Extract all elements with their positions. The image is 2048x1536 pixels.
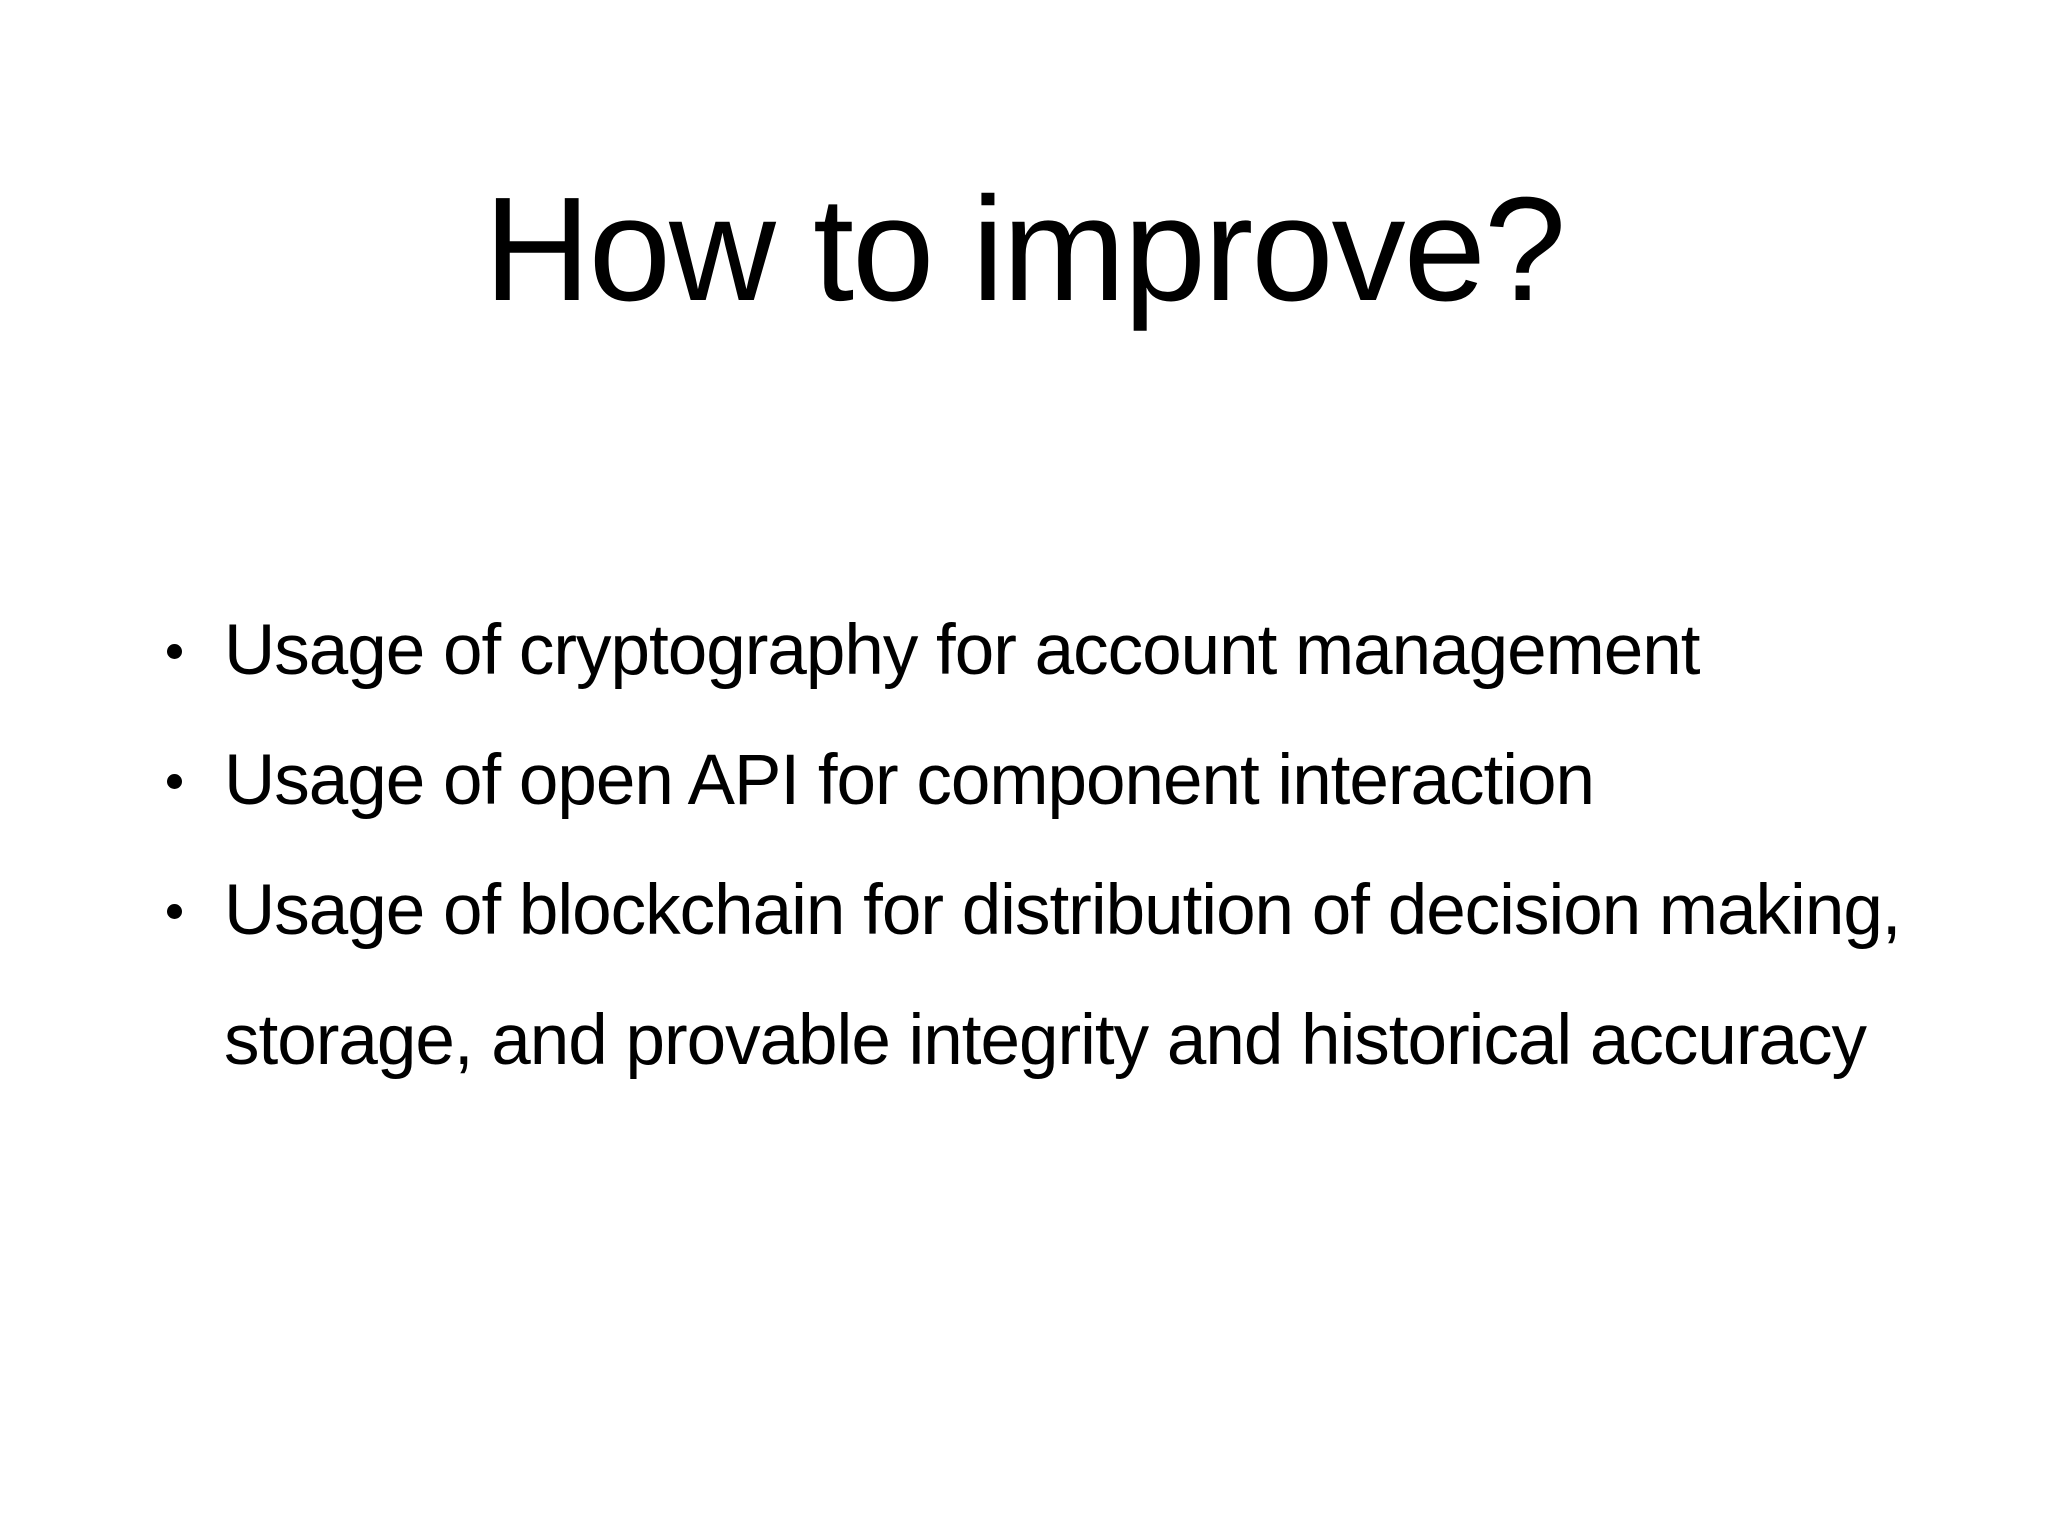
bullet-text: Usage of open API for component interaction — [224, 741, 1594, 820]
bullet-list — [224, 586, 1904, 1106]
bullet-dot-icon — [167, 774, 182, 789]
bullet-dot-icon — [167, 904, 182, 919]
bullet-text: Usage of cryptography for account management — [224, 611, 1700, 690]
slide-title: How to improve? — [483, 167, 1565, 332]
bullet-item — [224, 846, 1904, 1106]
bullet-text: Usage of blockchain for distribution of decision making, storage, and provable integrity and historical accuracy — [224, 871, 1901, 1080]
bullet-item — [224, 586, 1904, 716]
bullet-dot-icon — [167, 644, 182, 659]
bullet-item — [224, 716, 1904, 846]
